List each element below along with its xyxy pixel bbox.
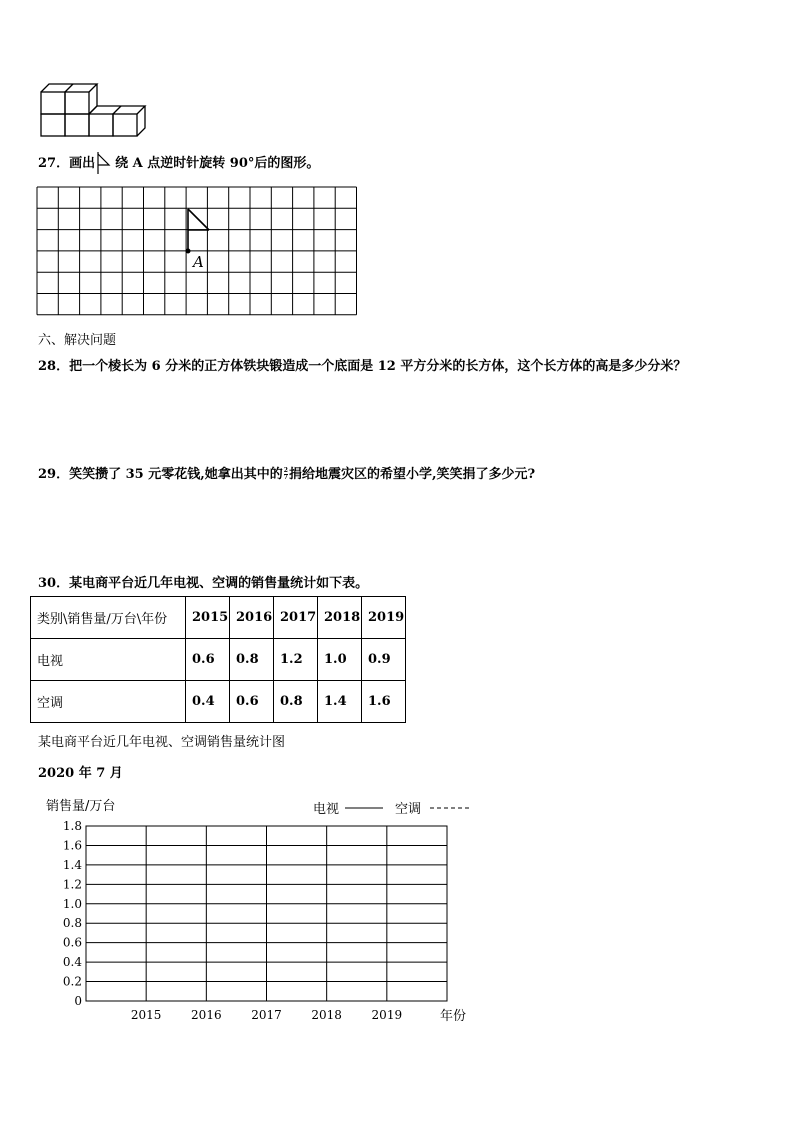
table-cell: 1.4 (318, 681, 362, 723)
table-cell: 1.2 (274, 639, 318, 681)
fraction (284, 468, 288, 481)
y-tick-label: 1.8 (62, 819, 82, 833)
point-a (186, 249, 191, 254)
table-cell: 0.8 (274, 681, 318, 723)
rotation-grid (36, 186, 362, 318)
x-tick-label: 2019 (371, 1008, 403, 1022)
table-cell: 0.9 (362, 639, 406, 681)
table-header-cell: 2016 (230, 597, 274, 639)
fraction-numerator: 2 (283, 467, 288, 474)
y-tick-label: 0.6 (62, 935, 82, 950)
table-cell: 电视 (31, 639, 186, 681)
legend-label-tv: 电视 (313, 802, 340, 817)
question-28: 28．把一个棱长为 6 分米的正方体铁块锻造成一个底面是 12 平方分米的长方体，这个长方体的高是多少分米？ (38, 359, 687, 374)
q27-number: 27． (38, 156, 70, 171)
sales-line-chart (30, 790, 480, 1030)
y-tick-label: 1.4 (62, 857, 82, 872)
chart-ylabel: 销售量/万台 (46, 799, 116, 814)
q29-after: 捐给地震灾区的希望小学,笑笑捐了多少元? (288, 467, 536, 482)
y-tick-label: 0.4 (62, 955, 82, 970)
table-header-cell: 2018 (318, 597, 362, 639)
table-cell: 空调 (31, 681, 186, 723)
legend-label-ac: 空调 (395, 802, 422, 817)
x-tick-label: 2015 (130, 1008, 162, 1022)
table-cell: 1.0 (318, 639, 362, 681)
y-tick-label: 0.2 (62, 974, 82, 989)
table-header-cell: 2017 (274, 597, 318, 639)
chart-xlabel: 年份 (440, 1009, 467, 1024)
table-header-cell: 2019 (362, 597, 406, 639)
chart-legend (313, 801, 470, 817)
y-tick-label: 1.2 (62, 877, 82, 892)
q27-prefix: 画出 (69, 156, 96, 171)
flag-shape-icon (95, 151, 115, 175)
y-tick-label: 0 (74, 994, 82, 1008)
fraction-denominator: 7 (283, 474, 288, 481)
section-title: 六、解决问题 (38, 333, 117, 348)
x-tick-label: 2016 (191, 1008, 222, 1022)
flag-figure (188, 209, 209, 251)
question-29 (38, 463, 535, 482)
table-row (31, 639, 406, 681)
table-cell: 0.6 (230, 681, 274, 723)
question-27 (38, 151, 319, 175)
x-tick-label: 2018 (311, 1008, 342, 1022)
y-tick-label: 0.8 (62, 916, 82, 931)
point-a-label: A (193, 253, 204, 271)
chart-caption: 某电商平台近几年电视、空调销售量统计图 (38, 735, 286, 750)
table-cell: 1.6 (362, 681, 406, 723)
q27-suffix: 绕 A 点逆时针旋转 90°后的图形。 (115, 156, 320, 171)
q29-before: 29．笑笑攒了 35 元零花钱,她拿出其中的 (38, 467, 283, 482)
sales-table (30, 596, 406, 723)
y-tick-label: 1.0 (62, 896, 82, 911)
table-header-cell: 2015 (186, 597, 230, 639)
chart-date: 2020 年 7 月 (38, 766, 123, 781)
cube-stack-figure (38, 80, 150, 138)
x-tick-label: 2017 (251, 1008, 282, 1022)
table-header-cell: 类别\销售量/万台\年份 (31, 597, 186, 639)
table-header-row (31, 597, 406, 639)
table-cell: 0.6 (186, 639, 230, 681)
y-tick-label: 1.6 (62, 838, 82, 853)
table-row (31, 681, 406, 723)
question-30: 30．某电商平台近几年电视、空调的销售量统计如下表。 (38, 576, 369, 591)
table-cell: 0.4 (186, 681, 230, 723)
table-cell: 0.8 (230, 639, 274, 681)
